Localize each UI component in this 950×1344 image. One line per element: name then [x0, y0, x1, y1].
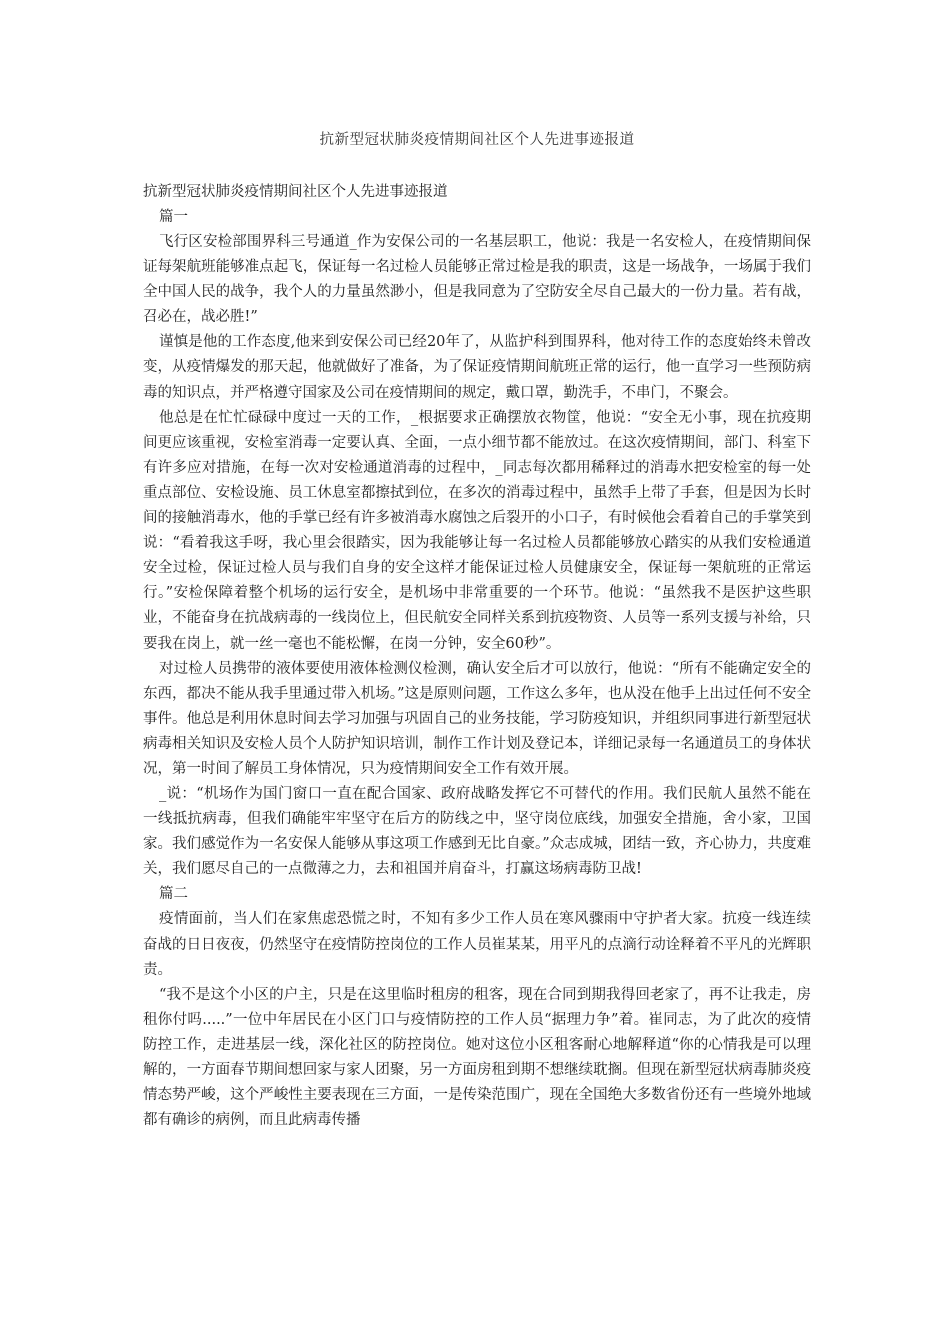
- section-1: [143, 205, 811, 882]
- paragraph: 谨慎是他的工作态度,他来到安保公司已经20年了，从监护科到围界科，他对待工作的态度始终未曾改变，从疫情爆发的那天起，他就做好了准备，为了保证疫情期间航班正常的运行，他一直学习一些预防病毒的知识点，并严格遵守国家及公司在疫情期间的规定，戴口罩，勤洗手，不串门，不聚会。: [143, 334, 811, 401]
- paragraph: _说：“机场作为国门窗口一直在配合国家、政府战略发挥它不可替代的作用。我们民航人虽然不能在一线抵抗病毒，但我们确能牢牢坚守在后方的防线之中，坚守岗位底线，加强安全措施，舍小家，卫国家。我们感觉作为一名安保人能够从事这项工作感到无比自豪。”众志成城，团结一致，齐心协力，共度难关，我们愿尽自己的一点微薄之力，去和祖国并肩奋斗，打赢这场病毒防卫战!: [143, 786, 811, 878]
- section-label: 篇一: [159, 209, 188, 225]
- paragraph: 疫情面前，当人们在家焦虑恐慌之时，不知有多少工作人员在寒风骤雨中守护者大家。抗疫一线连续奋战的日日夜夜，仍然坚守在疫情防控岗位的工作人员崔某某，用平凡的点滴行动诠释着不平凡的光辉职责。: [143, 911, 811, 978]
- paragraph: 飞行区安检部围界科三号通道_作为安保公司的一名基层职工，他说：我是一名安检人，在疫情期间保证每架航班能够准点起飞，保证每一名过检人员能够正常过检是我的职责，这是一场战争，一场属于我们全中国人民的战争，我个人的力量虽然渺小，但是我同意为了空防安全尽自己最大的一份力量。若有战，召必在，战必胜!”: [143, 234, 811, 326]
- section-2: [143, 882, 811, 1133]
- paragraph: “我不是这个小区的户主，只是在这里临时租房的租客，现在合同到期我得回老家了，再不让我走，房租你付吗.....”一位中年居民在小区门口与疫情防控的工作人员“据理力争”着。崔同志，为了此次的疫情防控工作，走进基层一线，深化社区的防控岗位。她对这位小区租客耐心地解释道“你的心情我是可以理解的，一方面春节期间想回家与家人团聚，另一方面房租到期不想继续耽搁。但现在新型冠状病毒肺炎疫情态势严峻，这个严峻性主要表现在三方面，一是传染范围广，现在全国绝大多数省份还有一些境外地域都有确诊的病例，而且此病毒传播: [143, 986, 811, 1129]
- document-title: 抗新型冠状肺炎疫情期间社区个人先进事迹报道: [319, 132, 635, 148]
- document-page: [143, 120, 811, 1133]
- section-label: 篇二: [159, 886, 188, 903]
- document-subtitle: 抗新型冠状肺炎疫情期间社区个人先进事迹报道: [143, 184, 448, 200]
- paragraph: 他总是在忙忙碌碌中度过一天的工作，_根据要求正确摆放衣物筐，他说：“安全无小事，现在抗疫期间更应该重视，安检室消毒一定要认真、全面，一点小细节都不能放过。在这次疫情期间，部门、科室下有许多应对措施，在每一次对安检通道消毒的过程中，_同志每次都用稀释过的消毒水把安检室的每一处重点部位、安检设施、员工休息室都擦拭到位，在多次的消毒过程中，虽然手上带了手套，但是因为长时间的接触消毒水，他的手掌已经有许多被消毒水腐蚀之后裂开的小口子，有时候他会看着自己的手掌笑到说：“看着我这手呀，我心里会很踏实，因为我能够让每一名过检人员都能够放心踏实的从我们安检通道安全过检，保证过检人员与我们自身的安全这样才能保证过检人员健康安全，保证每一架航班的正常运行。”安检保障着整个机场的运行安全，是机场中非常重要的一个环节。他说：“虽然我不是医护这些职业，不能奋身在抗战病毒的一线岗位上，但民航安全同样关系到抗疫物资、人员等一系列支援与补给，只要我在岗上，就一丝一毫也不能松懈，在岗一分钟，安全60秒”。: [143, 409, 811, 652]
- paragraph: 对过检人员携带的液体要使用液体检测仪检测，确认安全后才可以放行，他说：“所有不能确定安全的东西，都决不能从我手里通过带入机场。”这是原则问题，工作这么多年，也从没在他手上出过任何不安全事件。他总是利用休息时间去学习加强与巩固自己的业务技能，学习防疫知识，并组织同事进行新型冠状病毒相关知识及安检人员个人防护知识培训，制作工作计划及登记本，详细记录每一名通道员工的身体状况，第一时间了解员工身体情况，只为疫情期间安全工作有效开展。: [143, 660, 811, 777]
